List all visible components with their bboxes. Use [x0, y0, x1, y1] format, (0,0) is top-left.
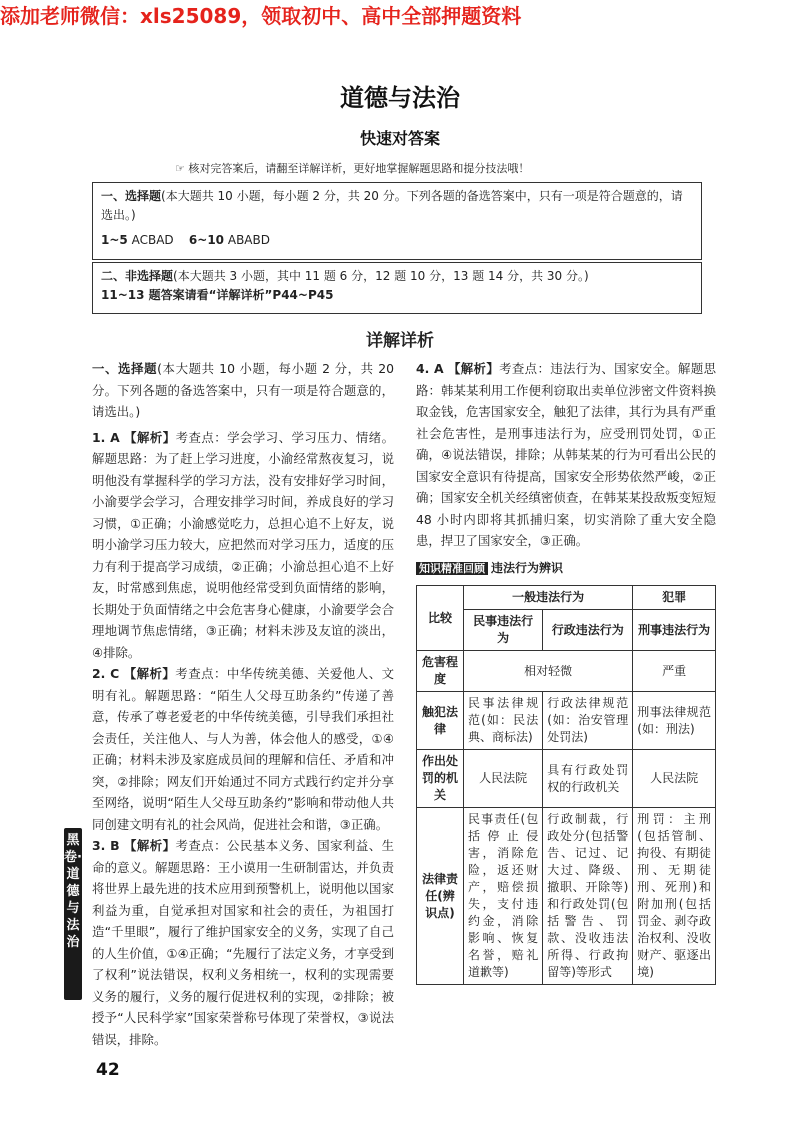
tip-text: 核对完答案后，请翻至详解详析，更好地掌握解题思路和提分技法哦！ [188, 162, 530, 175]
q4-number: 4. A [416, 361, 444, 376]
header-general: 一般违法行为 [464, 586, 633, 610]
tip-line [175, 160, 529, 176]
row-organ-civil: 人民法院 [464, 750, 543, 808]
row-law-label: 触犯法律 [417, 692, 464, 750]
page-title: 道德与法治 [340, 84, 460, 112]
knowledge-title: 违法行为辨识 [491, 560, 564, 575]
header-crime: 犯罪 [633, 586, 716, 610]
q2-tag: 【解析】 [123, 666, 176, 681]
row-law-crime: 刑事法律规范(如：刑法) [633, 692, 716, 750]
q2-number: 2. C [92, 666, 120, 681]
row-liability-admin: 行政制裁，行政处分(包括警告、记过、记大过、降级、撤职、开除等)和行政处罚(包括警告、罚款、没收违法所得、行政拘留等)等形式 [543, 808, 633, 985]
row-liability-crime: 刑罚：主刑(包括管制、拘役、有期徒刑、无期徒刑、死刑)和附加刑(包括罚金、剥夺政治权利、没收财产、驱逐出境) [633, 808, 716, 985]
detail-section-title: 详解详析 [366, 331, 434, 351]
quick-choice-desc: (本大题共 10 小题，每小题 2 分，共 20 分。下列各题的备选答案中，只有一项是符合题意的，请选出。) [101, 189, 683, 222]
quick-nonchoice-desc: (本大题共 3 小题，其中 11 题 6 分，12 题 10 分，13 题 14 分，共 30 分。) [173, 269, 589, 283]
row-law-admin: 行政法律规范(如：治安管理处罚法) [543, 692, 633, 750]
q2-text: 考查点：中华传统美德、关爱他人、文明有礼。解题思路：“陌生人父母互助条约”传递了善意，传承了尊老爱老的中华传统美德，引导我们承担社会责任，关注他人、与人为善，体会他人的感受，①④正确；材料未涉及家庭成员间的理解和信任、矛盾和冲突，②排除；网友们开始通过不同方式践行约定并分享至网络，说明“陌生人父母互助条约”影响和带动他人共同创建文明有礼的社会风尚，促进社会和谐，③正确。 [92, 666, 395, 832]
side-tab: 黑卷·道德与法治 [64, 828, 82, 1000]
choice-intro [92, 358, 394, 423]
q4-text: 考查点：违法行为、国家安全。解题思路：韩某某利用工作便利窃取出卖单位涉密文件资料换取金钱，危害国家安全，触犯了法律，其行为具有严重社会危害性，是刑事违法行为，应受刑罚处罚，①正确，④说法错误，排除；从韩某某的行为可看出公民的国家安全意识有待提高，国家安全形势依然严峻，②正确；国家安全机关经缜密侦查，在韩某某投敌叛变短短 48 小时内即将其抓捕归案，切实消除了重大安全隐患，捍卫了国家安全，③正确。 [416, 361, 717, 548]
quick-choice-head: 一、选择题 [101, 189, 162, 203]
quick-choice-box [92, 182, 702, 260]
question-4 [416, 358, 716, 552]
q4-tag: 【解析】 [447, 361, 500, 376]
ans1-value: ACBAD [131, 233, 174, 247]
table-row [417, 586, 716, 610]
row-harm-crime: 严重 [633, 651, 716, 692]
row-liability-label: 法律责任(辨识点) [417, 808, 464, 985]
page-number: 42 [96, 1060, 120, 1080]
q3-tag: 【解析】 [124, 838, 176, 853]
ans2-value: ABABD [227, 233, 270, 247]
ans1-label: 1~5 [101, 233, 128, 247]
pointing-hand-icon: ☞ [175, 162, 185, 175]
knowledge-review-header [416, 558, 716, 580]
question-2 [92, 663, 394, 835]
quick-choice-header [101, 187, 693, 225]
choice-intro-text: (本大题共 10 小题，每小题 2 分，共 20 分。下列各题的备选答案中，只有一项是符合题意的，请选出。) [92, 361, 395, 419]
quick-nonchoice-answer: 11~13 题答案请看“详解详析”P44~P45 [101, 288, 334, 302]
question-1 [92, 427, 394, 664]
law-comparison-table [416, 585, 716, 985]
header-civil: 民事违法行为 [464, 610, 543, 651]
table-row [417, 750, 716, 808]
header-compare: 比较 [417, 586, 464, 651]
knowledge-badge: 知识精准回顾 [416, 562, 488, 575]
promo-banner [0, 0, 800, 30]
row-law-civil: 民事法律规范(如：民法典、商标法) [464, 692, 543, 750]
q1-text: 考查点：学会学习、学习压力、情绪。解题思路：为了赶上学习进度，小渝经常熬夜复习，说明他没有掌握科学的学习方法，没有安排好学习时间，小渝要学会学习，合理安排学习时间，养成良好的学习习惯，①正确；小渝感觉吃力，总担心追不上好友，说明小渝学习压力较大，应把然而对学习压力，适度的压力有利于提高学习成绩，②正确；小渝总担心追不上好友，时常感到焦虑，说明他经常受到负面情绪的影响，长期处于负面情绪之中会危害身心健康，小渝要学会合理地调节焦虑情绪，③正确；材料未涉及友谊的淡出，④排除。 [92, 429, 394, 660]
q1-tag: 【解析】 [124, 429, 176, 445]
right-column [416, 358, 716, 985]
question-3 [92, 835, 394, 1050]
left-column [92, 358, 394, 1050]
row-harm-general: 相对轻微 [464, 651, 633, 692]
table-row [417, 808, 716, 985]
q1-number: 1. A [92, 429, 120, 445]
q3-text: 考查点：公民基本义务、国家利益、生命的意义。解题思路：王小谟用一生研制雷达，并负责将世界上最先进的技术应用到预警机上，说明他以国家利益为重，自觉承担对国家和社会的责任，为祖国打造“千里眼”，履行了维护国家安全的义务，实现了自己的人生价值，①④正确；“先履行了法定义务，才享受到了权利”说法错误，权利义务相统一，权利的实现需要义务的履行，义务的履行促进权利的实现，②排除；被授予“人民科学家”国家荣誉称号体现了荣誉权，③说法错误，排除。 [92, 838, 395, 1047]
quick-nonchoice-header [101, 267, 693, 286]
row-organ-admin: 具有行政处罚权的行政机关 [543, 750, 633, 808]
quick-nonchoice-box [92, 262, 702, 314]
quick-answer-title: 快速对答案 [359, 129, 440, 148]
ans2-label: 6~10 [188, 233, 225, 247]
header-criminal: 刑事违法行为 [633, 610, 716, 651]
table-row [417, 651, 716, 692]
q3-number: 3. B [92, 838, 120, 853]
row-liability-civil: 民事责任(包括停止侵害，消除危险，返还财产，赔偿损失，支付违约金，消除影响、恢复名誉，赔礼道歉等) [464, 808, 543, 985]
row-harm-label: 危害程度 [417, 651, 464, 692]
header-admin: 行政违法行为 [543, 610, 633, 651]
choice-intro-head: 一、选择题 [92, 361, 158, 376]
quick-choice-answers [101, 231, 693, 250]
promo-banner-text: 添加老师微信：xls25089，领取初中、高中全部押题资料 [0, 4, 522, 28]
table-row [417, 692, 716, 750]
row-organ-crime: 人民法院 [633, 750, 716, 808]
quick-nonchoice-head: 二、非选择题 [101, 269, 174, 283]
row-organ-label: 作出处罚的机关 [417, 750, 464, 808]
